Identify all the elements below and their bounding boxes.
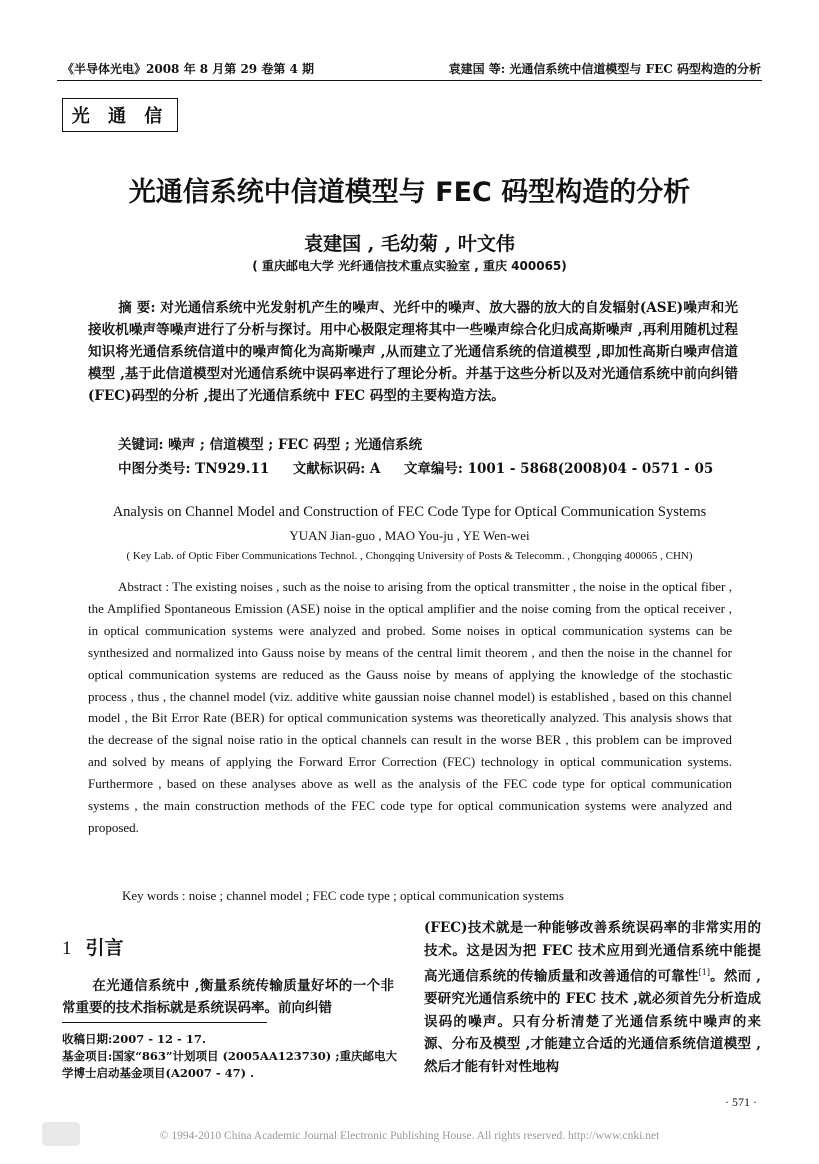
english-authors: YUAN Jian-guo , MAO You-ju , YE Wen-wei	[289, 528, 530, 543]
received-label: 收稿日期	[62, 1032, 108, 1046]
copyright-footer: © 1994-2010 China Academic Journal Electronic Publishing House. All rights reserved. http://www.cnki.net	[159, 1130, 660, 1142]
running-title: 袁建国 等: 光通信系统中信道模型与 FEC 码型构造的分析	[448, 62, 761, 76]
affiliation: ( 重庆邮电大学 光纤通信技术重点实验室 , 重庆 400065)	[252, 259, 567, 273]
body-paragraph-left	[62, 975, 394, 1019]
footnote-divider	[62, 1022, 267, 1023]
chinese-abstract	[88, 297, 738, 407]
section-heading	[62, 933, 124, 960]
right-body-text-a: (FEC)技术就是一种能够改善系统误码率的非常实用的技术。这是因为把 FEC 技术应用到光通信系统中能提高光通信系统的传输质量和改善通信的可靠性	[424, 920, 761, 985]
english-affiliation: ( Key Lab. of Optic Fiber Communications Technol. , Chongqing University of Posts & Telecomm. , Chongqing 400065 , CHN)	[126, 550, 693, 562]
class-value: : TN929.11	[185, 461, 270, 477]
paper-title: 光通信系统中信道模型与 FEC 码型构造的分析	[128, 177, 691, 208]
english-keywords: Key words : noise ; channel model ; FEC code type ; optical communication systems	[122, 888, 564, 903]
doc-code-value: : A	[360, 461, 381, 477]
page-number: · 571 ·	[725, 1095, 757, 1109]
left-body-text: 在光通信系统中 ,衡量系统传输质量好坏的一个非常重要的技术指标就是系统误码率。前向纠错	[62, 978, 394, 1016]
keywords-text: : 噪声 ; 信道模型 ; FEC 码型 ; 光通信系统	[158, 437, 423, 453]
journal-header: 《半导体光电》2008 年 8 月第 29 卷第 4 期	[62, 62, 315, 76]
author-list: 袁建国 , 毛幼菊 , 叶文伟	[304, 233, 515, 255]
english-title: Analysis on Channel Model and Construction of FEC Code Type for Optical Communication Systems	[112, 504, 707, 520]
english-abstract	[88, 576, 732, 839]
keywords-label: 关键词	[118, 437, 159, 453]
classification-line	[118, 457, 713, 477]
section-title: 引言	[85, 937, 124, 959]
funding-note	[62, 1048, 397, 1082]
abstract-text: : 对光通信系统中光发射机产生的噪声、光纤中的噪声、放大器的放大的自发辐射(ASE)噪声和光接收机噪声等噪声进行了分析与探讨。用中心极限定理将其中一些噪声综合化归成高斯噪声 ,再利用随机过程知识将光通信系统信道中的噪声简化为高斯噪声 ,从而建立了光通信系统的信道模型 ,即加性高斯白噪声信道模型 ,基于此信道模型对光通信系统中误码率进行了理论分析。并基于这些分析以及对光通信系统中前向纠错(FEC)码型的分析 ,提出了光通信系统中 FEC 码型的主要构造方法。	[88, 300, 738, 404]
article-no-label: 文章编号	[403, 461, 458, 477]
footnotes	[62, 1031, 397, 1082]
section-label-box: 光 通 信	[62, 98, 178, 132]
received-value: :2007 - 12 - 17.	[108, 1032, 206, 1046]
article-no-value: : 1001 - 5868(2008)04 - 0571 - 05	[457, 461, 714, 477]
doc-code-label: 文献标识码	[292, 461, 361, 477]
fund-label: 基金项目	[62, 1049, 108, 1063]
right-body-text-b: 。然而 ,要研究光通信系统中的 FEC 技术 ,就必须首先分析造成误码的噪声。只有分析清楚了光通信系统中噪声的来源、分布及模型 ,才能建立合适的光通信系统信道模型 ,然后才能有针对性地构	[424, 968, 762, 1075]
section-number: 1	[62, 938, 72, 959]
class-label: 中图分类号	[118, 461, 186, 477]
fund-value: :国家“863”计划项目 (2005AA123730) ;重庆邮电大学博士启动基金项目(A2007 - 47) .	[62, 1049, 397, 1080]
chinese-keywords	[118, 433, 422, 453]
body-paragraph-right	[424, 917, 761, 1078]
citation-ref: [1]	[698, 968, 710, 977]
english-abstract-text: Abstract : The existing noises , such as the noise to arising from the optical transmitter , the noise in the optical fiber , the Amplified Spontaneous Emission (ASE) noise in the optical amplifier and the noise coming from the optical receiver , in optical communication systems were analyzed and probed. Some noises in optical communication systems can be synthesized and normalized into Gauss noise by means of the central limit theorem , and then the noise in the channel for optical communication systems are reduced as the Gauss noise by means of applying the knowledge of the stochastic process , thus , the channel model (viz. additive white gaussian noise channel model) is established , based on this channel model , the Bit Error Rate (BER) for optical communication systems was theoretically analyzed. This analysis shows that the decrease of the signal noise ratio in the optical channels can result in the worse BER , this problem can be improved and solved by means of applying the Forward Error Correction (FEC) technology in optical communication systems. Furthermore , based on these analyses above as well as the analysis of the FEC code type for optical communication systems , the main construction methods of the FEC code type for optical communication systems were analyzed and proposed.	[88, 579, 732, 835]
abstract-label: 摘 要	[118, 300, 151, 316]
received-date	[62, 1031, 397, 1048]
header-divider	[57, 80, 762, 81]
